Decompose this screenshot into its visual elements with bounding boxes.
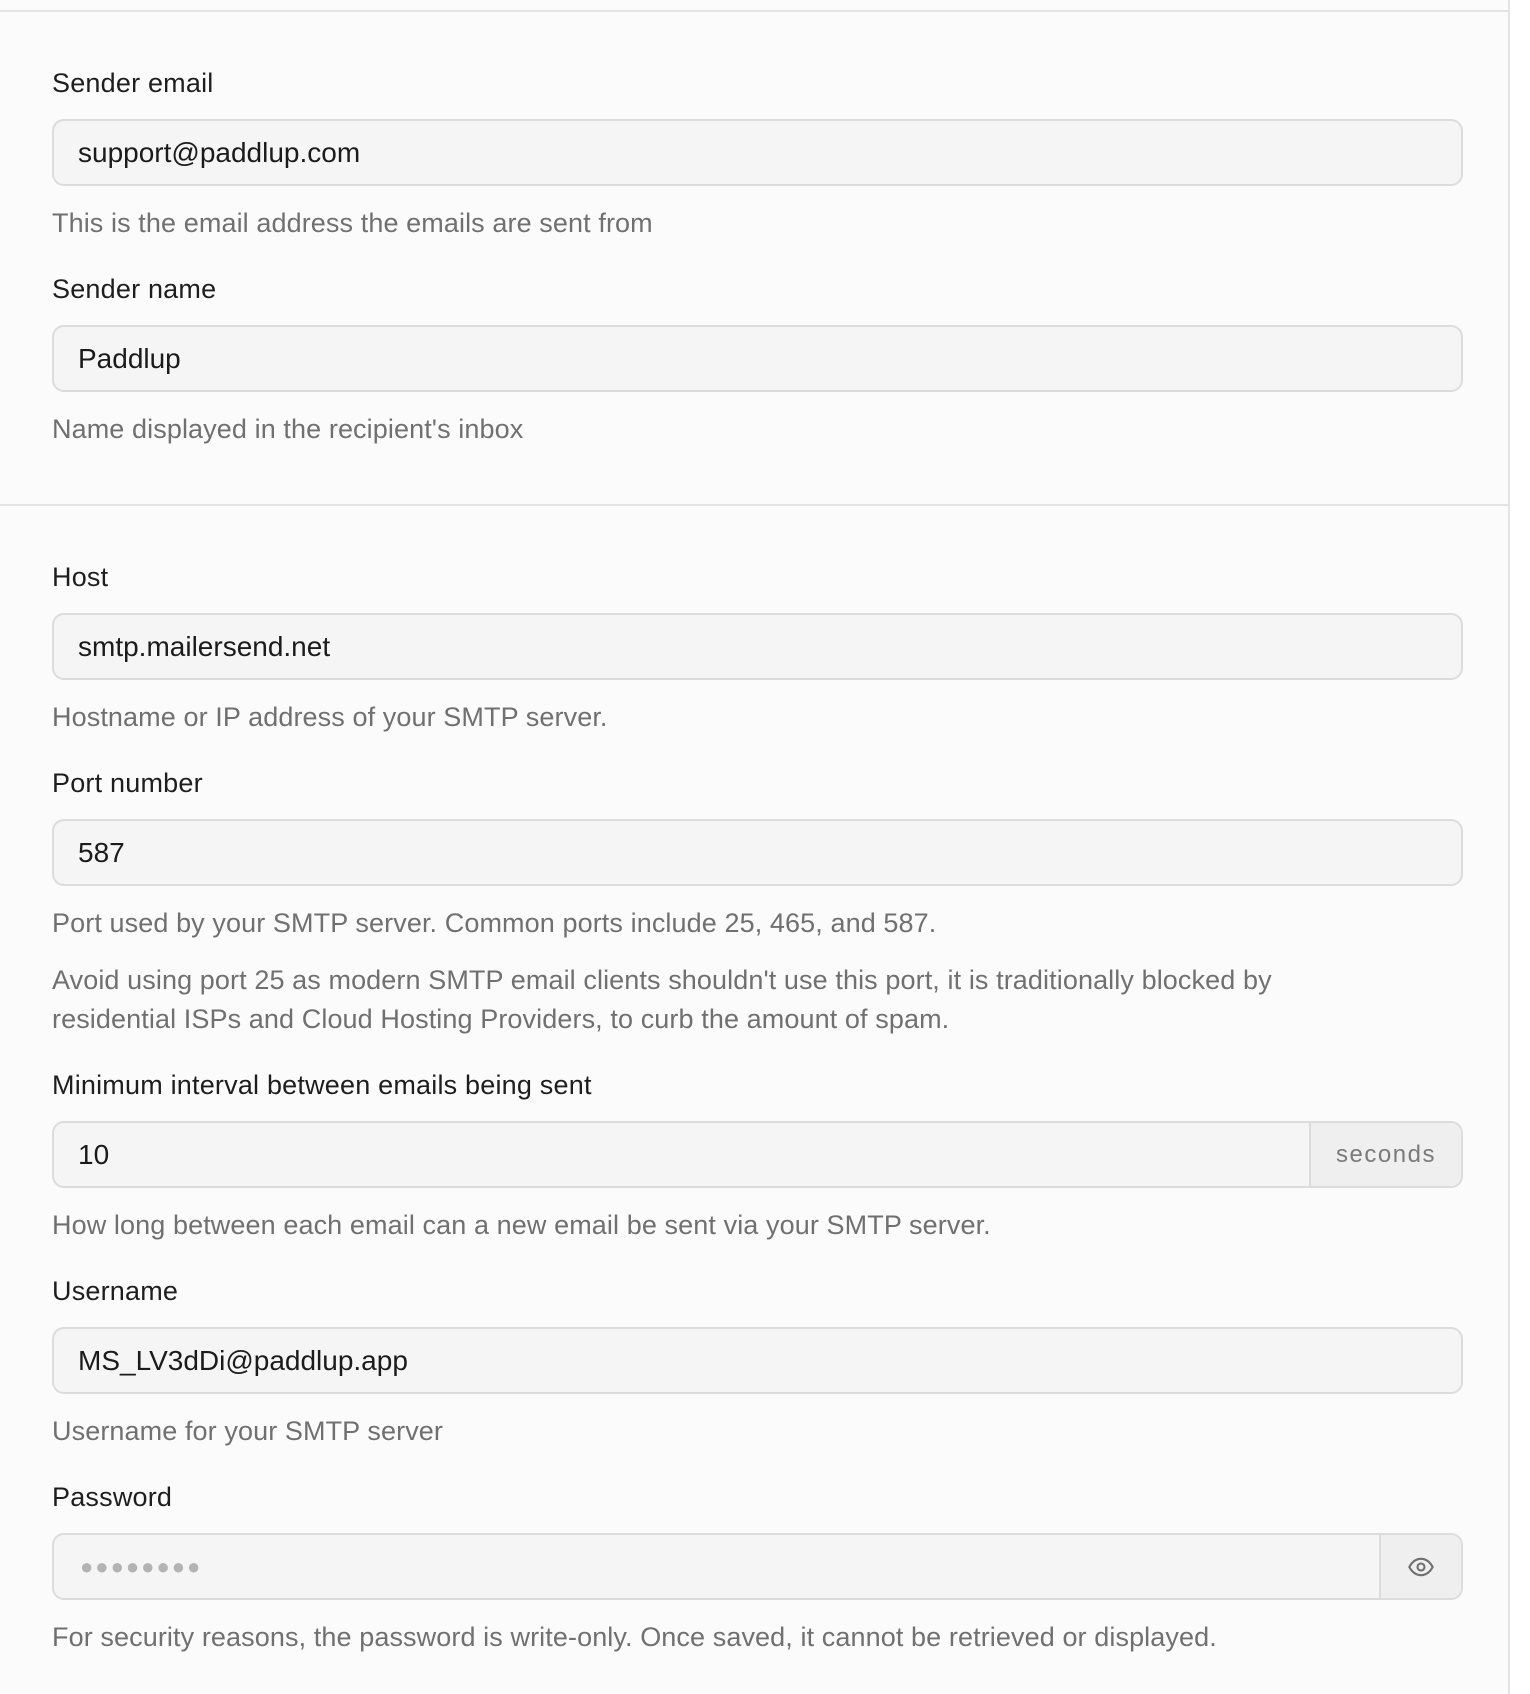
sender-section [52, 66, 1463, 449]
username-input[interactable] [54, 1329, 1461, 1392]
smtp-section [52, 560, 1463, 1657]
sender-email-label: Sender email [52, 68, 214, 98]
interval-label: Minimum interval between emails being sent [52, 1070, 592, 1100]
port-label: Port number [52, 768, 203, 798]
username-label: Username [52, 1276, 179, 1306]
port-warning: Avoid using port 25 as modern SMTP email clients shouldn't use this port, it is traditionally blocked by residential ISPs and Cloud Hosting Providers, to curb the amount of spam. [52, 965, 1272, 1034]
interval-unit-addon: seconds [1309, 1123, 1461, 1186]
sender-name-field [52, 272, 1463, 449]
port-field [52, 766, 1463, 1039]
port-box[interactable] [52, 819, 1463, 886]
top-divider [0, 10, 1510, 12]
host-label: Host [52, 562, 109, 592]
port-input[interactable] [54, 821, 1461, 884]
password-label: Password [52, 1482, 173, 1512]
interval-field [52, 1068, 1463, 1245]
section-divider [0, 504, 1510, 506]
password-visibility-toggle[interactable] [1379, 1535, 1461, 1598]
host-input[interactable] [54, 615, 1461, 678]
password-box[interactable] [52, 1533, 1463, 1600]
interval-input[interactable] [54, 1123, 1309, 1186]
password-field [52, 1480, 1463, 1657]
sender-email-help: This is the email address the emails are sent from [52, 208, 653, 238]
interval-box[interactable] [52, 1121, 1463, 1188]
host-help: Hostname or IP address of your SMTP server. [52, 702, 608, 732]
interval-help: How long between each email can a new email be sent via your SMTP server. [52, 1210, 991, 1240]
port-help: Port used by your SMTP server. Common ports include 25, 465, and 587. [52, 908, 937, 938]
host-field [52, 560, 1463, 737]
sender-name-input[interactable] [54, 327, 1461, 390]
sender-name-label: Sender name [52, 274, 217, 304]
password-input[interactable]: ●●●●●●●● [80, 1553, 203, 1579]
password-help: For security reasons, the password is write-only. Once saved, it cannot be retrieved or displayed. [52, 1622, 1217, 1652]
username-box[interactable] [52, 1327, 1463, 1394]
sender-name-help: Name displayed in the recipient's inbox [52, 414, 524, 444]
username-help: Username for your SMTP server [52, 1416, 444, 1446]
sender-email-field [52, 66, 1463, 243]
eye-icon [1407, 1553, 1435, 1581]
sender-email-box[interactable] [52, 119, 1463, 186]
username-field [52, 1274, 1463, 1451]
sender-name-box[interactable] [52, 325, 1463, 392]
sender-email-input[interactable] [54, 121, 1461, 184]
host-box[interactable] [52, 613, 1463, 680]
